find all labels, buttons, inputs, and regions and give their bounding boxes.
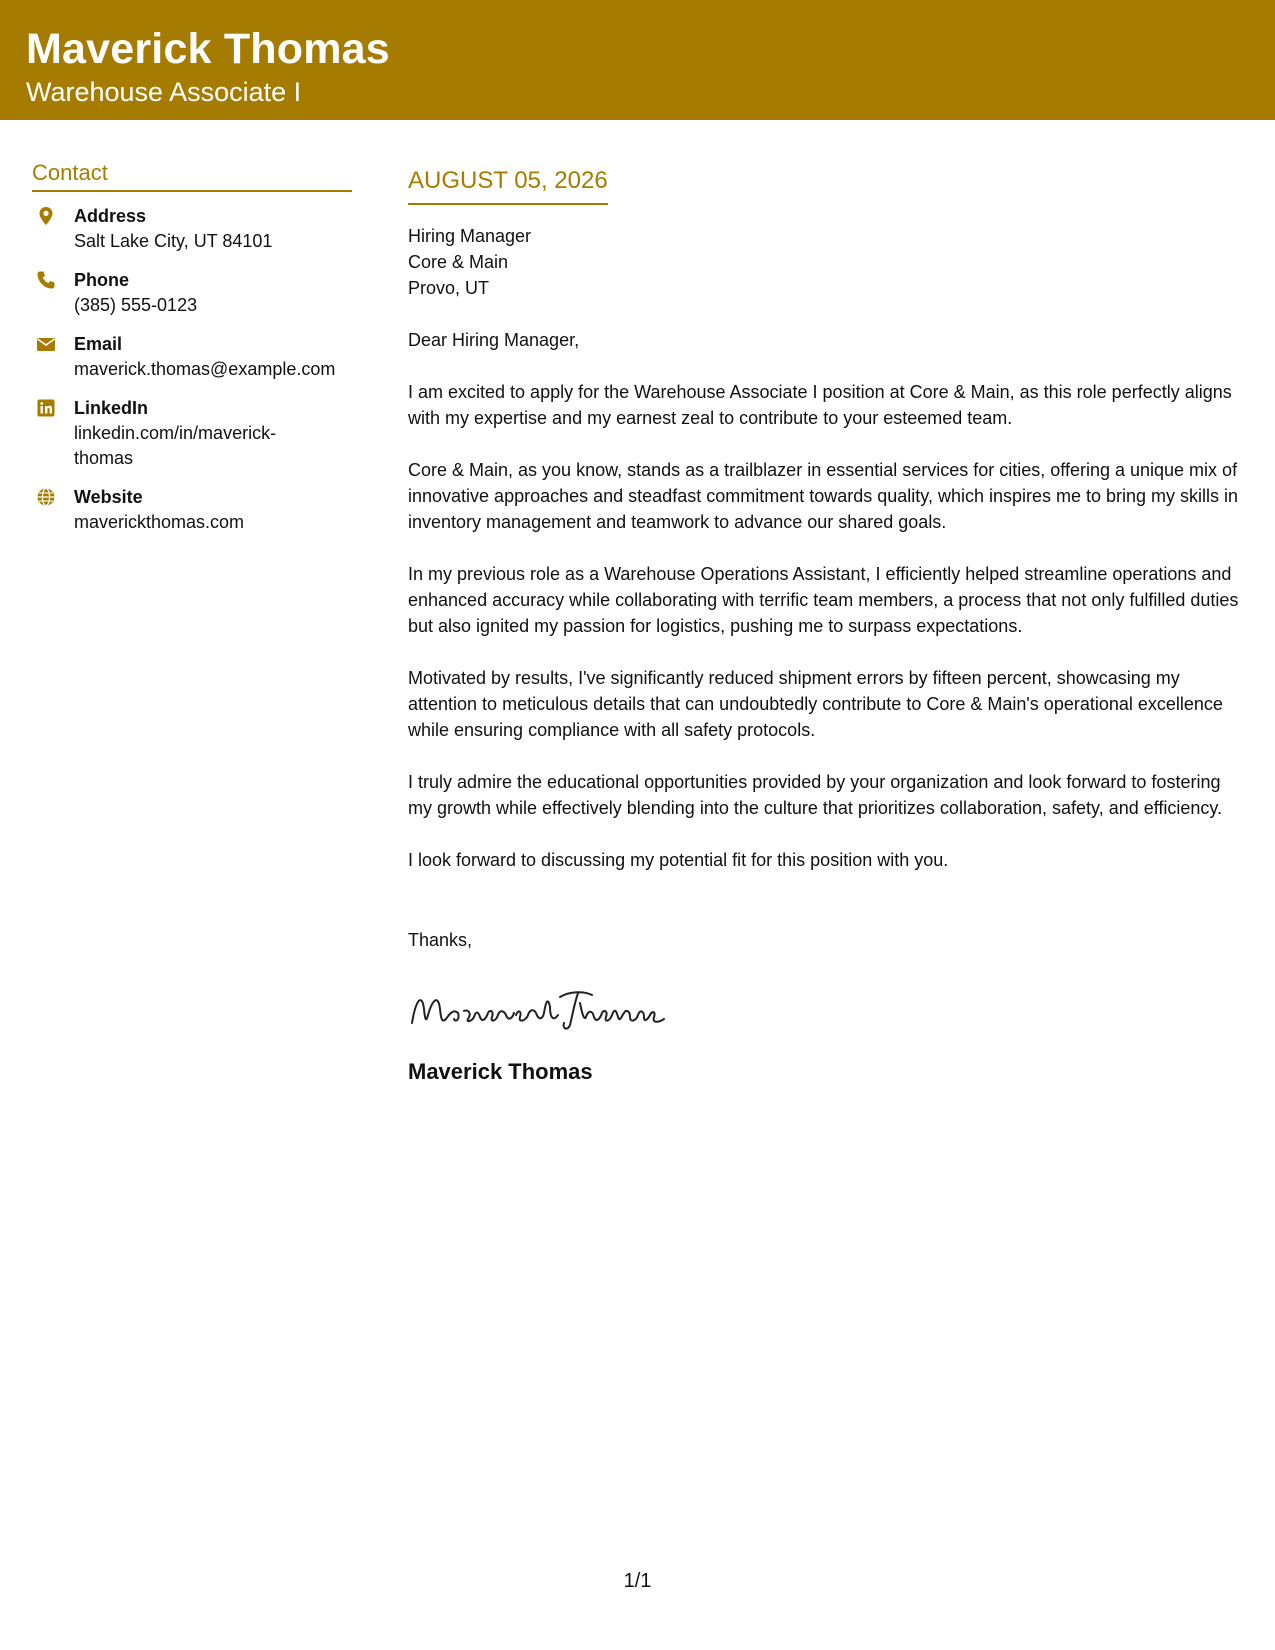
recipient-line: Core & Main — [408, 252, 509, 272]
applicant-name: Maverick Thomas — [26, 25, 390, 73]
address-label: Address — [74, 206, 147, 226]
page-number: 1/1 — [623, 1570, 652, 1592]
letter-paragraph: In my previous role as a Warehouse Operations Assistant, I efficiently helped streamline operations and enhanced accuracy while collaborating with terrific team members, a process that not only fulfilled duties but also ignited my passion for logistics, pushing me to surpass expectations. — [408, 564, 1239, 636]
contact-sidebar — [32, 160, 352, 549]
address-value: Salt Lake City, UT 84101 — [74, 231, 273, 251]
letter-paragraph: Core & Main, as you know, stands as a trailblazer in essential services for cities, offering a unique mix of innovative approaches and steadfast commitment towards quality, which inspires me to bring my skills in inventory management and teamwork to advance our shared goals. — [408, 460, 1239, 532]
letter-date: AUGUST 05, 2026 — [408, 165, 608, 205]
letter-paragraph: I truly admire the educational opportunities provided by your organization and look forward to fostering my growth while effectively blending into the culture that prioritizes collaboration, safety, and efficiency. — [408, 772, 1223, 818]
globe-icon — [36, 487, 58, 509]
contact-email — [32, 332, 352, 382]
closing: Thanks, — [408, 930, 473, 950]
email-value[interactable]: maverick.thomas@example.com — [74, 359, 336, 379]
phone-icon — [36, 270, 58, 292]
contact-linkedin — [32, 396, 352, 471]
contact-website — [32, 485, 352, 535]
header-banner — [0, 0, 1275, 120]
contact-address — [32, 204, 352, 254]
letter-paragraph: I look forward to discussing my potential fit for this position with you. — [408, 850, 949, 870]
letter-paragraph: Motivated by results, I've significantly reduced shipment errors by fifteen percent, showcasing my attention to meticulous details that can undoubtedly contribute to Core & Main's operational excellence while ensuring compliance with all safety protocols. — [408, 668, 1223, 740]
signature-image — [408, 979, 668, 1039]
linkedin-value[interactable]: linkedin.com/in/maverick-thomas — [74, 423, 277, 468]
linkedin-label: LinkedIn — [74, 398, 149, 418]
handwritten-signature — [408, 979, 1248, 1039]
signer-name: Maverick Thomas — [408, 1059, 593, 1084]
salutation: Dear Hiring Manager, — [408, 330, 580, 350]
contact-section-title: Contact — [32, 160, 352, 192]
website-value[interactable]: maverickthomas.com — [74, 512, 245, 532]
phone-label: Phone — [74, 270, 130, 290]
phone-value: (385) 555-0123 — [74, 295, 198, 315]
website-label: Website — [74, 487, 143, 507]
email-label: Email — [74, 334, 123, 354]
linkedin-icon — [36, 398, 58, 420]
job-title: Warehouse Associate I — [26, 77, 302, 107]
recipient-line: Hiring Manager — [408, 226, 532, 246]
recipient-block — [408, 223, 1248, 301]
letter-paragraph: I am excited to apply for the Warehouse Associate I position at Core & Main, as this role perfectly aligns with my expertise and my earnest zeal to contribute to your esteemed team. — [408, 382, 1232, 428]
recipient-line: Provo, UT — [408, 278, 490, 298]
contact-phone — [32, 268, 352, 318]
map-pin-icon — [36, 206, 58, 228]
letter-body — [408, 165, 1248, 1087]
envelope-icon — [36, 334, 58, 356]
